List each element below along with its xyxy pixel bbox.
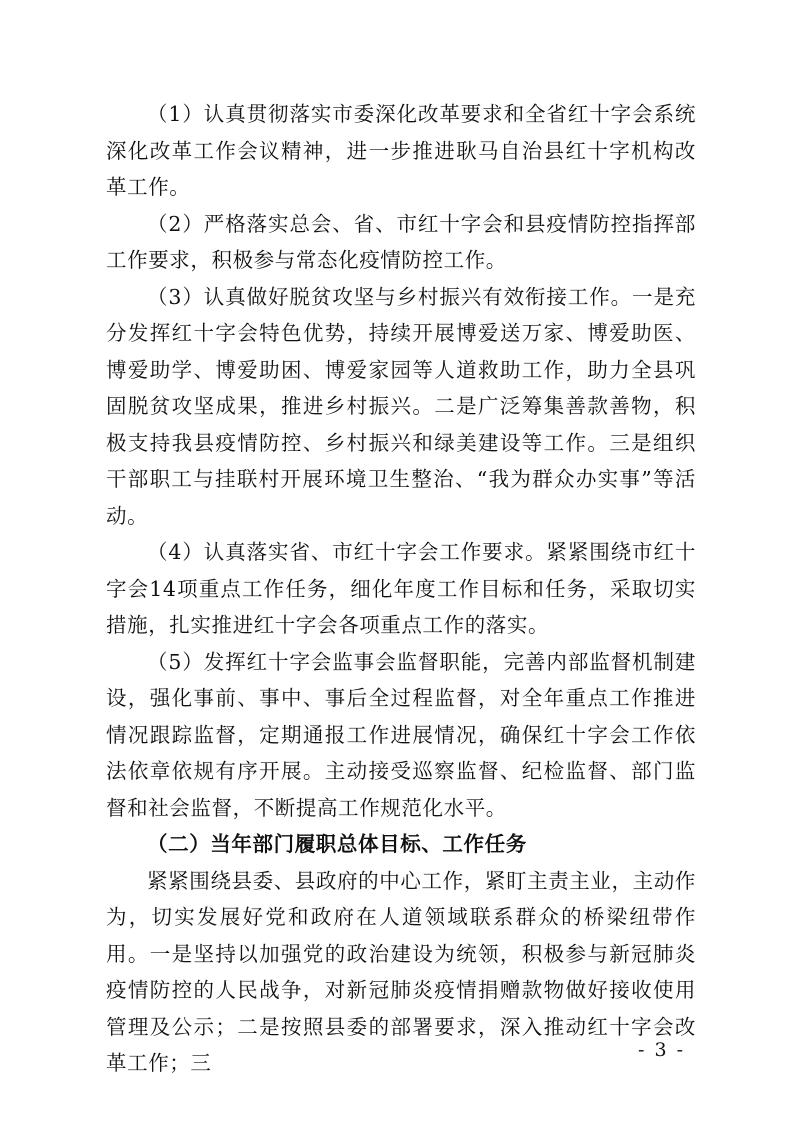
paragraph-rural-revitalization: （3）认真做好脱贫攻坚与乡村振兴有效衔接工作。一是充分发挥红十字会特色优势，持续开展博爱送万家、博爱助医、博爱助学、博爱助困、博爱家园等人道救助工作，助力全县巩固脱贫攻坚成果，推进乡村振兴。二是广泛筹集善款善物，积极支持我县疫情防控、乡村振兴和绿美建设等工作。三是组织干部职工与挂联村开展环境卫生整治、“我为群众办实事”等活动。	[106, 284, 696, 528]
paragraph-epidemic-control: （2）严格落实总会、省、市红十字会和县疫情防控指挥部工作要求，积极参与常态化疫情防控工作。	[106, 211, 696, 272]
paragraph-reform: （1）认真贯彻落实市委深化改革要求和全省红十字会系统深化改革工作会议精神，进一步推进耿马自治县红十字机构改革工作。	[106, 102, 696, 199]
page-number: - 3 -	[637, 1039, 685, 1061]
paragraph-supervision: （5）发挥红十字会监事会监督职能，完善内部监督机制建设，强化事前、事中、事后全过程监督，对全年重点工作推进情况跟踪监督，定期通报工作进展情况，确保红十字会工作依法依章依规有序开展。主动接受巡察监督、纪检监督、部门监督和社会监督，不断提高工作规范化水平。	[106, 649, 696, 820]
paragraph-key-tasks: （4）认真落实省、市红十字会工作要求。紧紧围绕市红十字会14项重点工作任务，细化年度工作目标和任务，采取切实措施，扎实推进红十字会各项重点工作的落实。	[106, 540, 696, 637]
body-text	[106, 96, 696, 1082]
paragraph-overall-goals: 紧紧围绕县委、县政府的中心工作，紧盯主责主业，主动作为，切实发展好党和政府在人道领域联系群众的桥梁纽带作用。一是坚持以加强党的政治建设为统领，积极参与新冠肺炎疫情防控的人民战争，对新冠肺炎疫情捐赠款物做好接收使用管理及公示；二是按照县委的部署要求，深入推动红十字会改革工作；三	[106, 868, 696, 1075]
section-heading: （二）当年部门履职总体目标、工作任务	[147, 832, 527, 856]
